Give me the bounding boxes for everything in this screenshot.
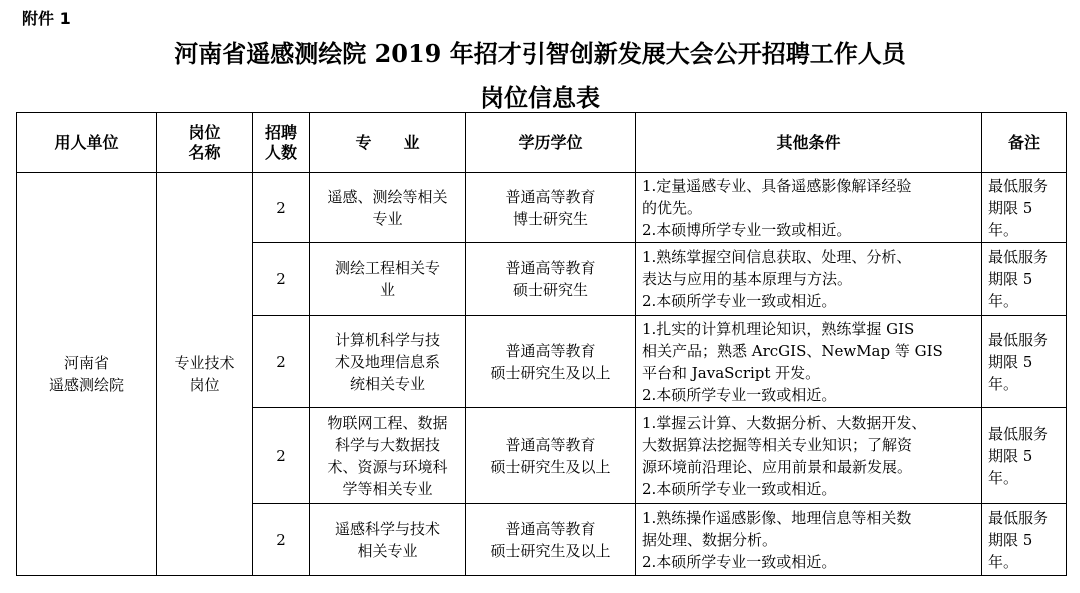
- conditions-cell: 1.熟练掌握空间信息获取、处理、分析、 表达与应用的基本原理与方法。 2.本硕所学专业一致或相近。: [636, 243, 982, 316]
- remarks-cell: 最低服务 期限 5 年。: [982, 243, 1067, 316]
- position-name-cell: 专业技术 岗位: [157, 173, 253, 576]
- degree-cell: 普通高等教育 硕士研究生及以上: [466, 408, 636, 504]
- remarks-cell: 最低服务 期限 5 年。: [982, 504, 1067, 576]
- count-cell: 2: [253, 316, 310, 408]
- table-header-row: [17, 113, 1067, 173]
- table-row: [17, 173, 1067, 243]
- remarks-cell: 最低服务 期限 5 年。: [982, 316, 1067, 408]
- remarks-cell: 最低服务 期限 5 年。: [982, 408, 1067, 504]
- major-cell: 测绘工程相关专 业: [310, 243, 466, 316]
- remarks-cell: 最低服务 期限 5 年。: [982, 173, 1067, 243]
- degree-cell: 普通高等教育 博士研究生: [466, 173, 636, 243]
- conditions-cell: 1.熟练操作遥感影像、地理信息等相关数 据处理、数据分析。 2.本硕所学专业一致或相近。: [636, 504, 982, 576]
- major-cell: 遥感科学与技术 相关专业: [310, 504, 466, 576]
- degree-cell: 普通高等教育 硕士研究生及以上: [466, 316, 636, 408]
- employer-cell: 河南省 遥感测绘院: [17, 173, 157, 576]
- conditions-cell: 1.掌握云计算、大数据分析、大数据开发、 大数据算法挖掘等相关专业知识；了解资 源环境前沿理论、应用前景和最新发展。 2.本硕所学专业一致或相近。: [636, 408, 982, 504]
- count-cell: 2: [253, 504, 310, 576]
- header-major: 专 业: [310, 113, 466, 173]
- conditions-cell: 1.扎实的计算机理论知识，熟练掌握 GIS 相关产品；熟悉 ArcGIS、NewMap 等 GIS 平台和 JavaScript 开发。 2.本硕所学专业一致或相近。: [636, 316, 982, 408]
- count-cell: 2: [253, 173, 310, 243]
- header-unit: 用人单位: [17, 113, 157, 173]
- attachment-label: 附件 1: [22, 9, 71, 28]
- major-cell: 遥感、测绘等相关 专业: [310, 173, 466, 243]
- header-count: 招聘 人数: [253, 113, 310, 173]
- major-cell: 物联网工程、数据 科学与大数据技 术、资源与环境科 学等相关专业: [310, 408, 466, 504]
- major-cell: 计算机科学与技 术及地理信息系 统相关专业: [310, 316, 466, 408]
- degree-cell: 普通高等教育 硕士研究生及以上: [466, 504, 636, 576]
- header-position: 岗位 名称: [157, 113, 253, 173]
- count-cell: 2: [253, 243, 310, 316]
- header-conditions: 其他条件: [636, 113, 982, 173]
- header-degree: 学历学位: [466, 113, 636, 173]
- position-info-table: [16, 112, 1067, 576]
- document-title: 河南省遥感测绘院 2019 年招才引智创新发展大会公开招聘工作人员: [174, 39, 906, 68]
- degree-cell: 普通高等教育 硕士研究生: [466, 243, 636, 316]
- count-cell: 2: [253, 408, 310, 504]
- document-subtitle: 岗位信息表: [480, 83, 600, 112]
- header-remarks: 备注: [982, 113, 1067, 173]
- conditions-cell: 1.定量遥感专业、具备遥感影像解译经验 的优先。 2.本硕博所学专业一致或相近。: [636, 173, 982, 243]
